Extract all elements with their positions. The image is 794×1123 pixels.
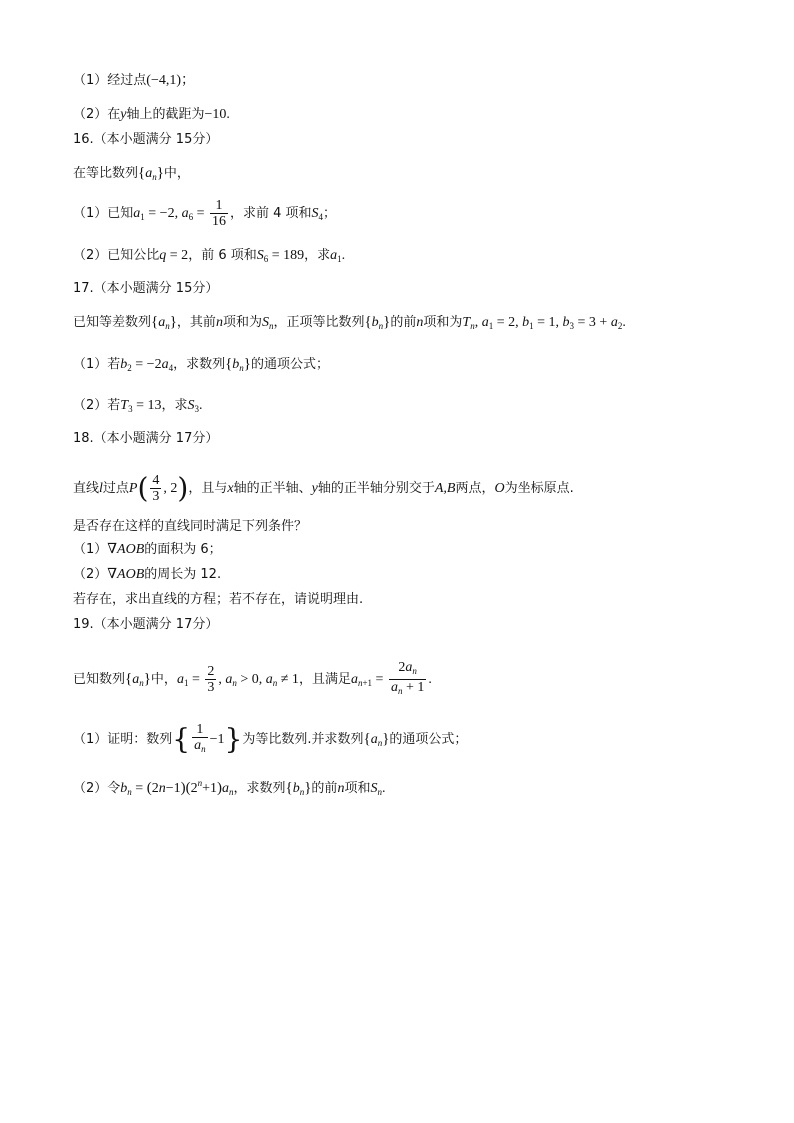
q17-part2: （2）若$T_3 = 13$，求$S_3$. <box>73 398 203 414</box>
text: ，求 <box>161 398 188 413</box>
text: （2）令 <box>73 781 121 796</box>
text: 已知等差数列 <box>73 315 152 330</box>
q15-part1 <box>73 73 195 89</box>
q17-title: 17.（本小题满分 15分） <box>73 281 219 296</box>
text: （2）已知公比 <box>73 248 160 263</box>
text: ，且与 <box>188 481 228 496</box>
text: 过点 <box>102 481 129 496</box>
fraction: $\frac{4}{3}$ <box>152 473 160 504</box>
math: n <box>337 781 345 796</box>
fraction: $\frac{2}{3}$ <box>207 664 215 695</box>
math: x <box>227 481 234 496</box>
math: −10. <box>204 107 230 122</box>
text: 轴的正半轴分别交于 <box>317 481 435 496</box>
fraction: $\frac{1}{a_n}$ <box>192 722 208 757</box>
text: 的周长为 12. <box>144 567 222 582</box>
q19-title: 19.（本小题满分 17分） <box>73 617 219 632</box>
q19-intro: 已知数列$\{a_n\}$中，$a_1$ = $\frac{2}{3}$ , $a_n > 0$, $a_n \ne 1$，且满足$a_{n+1}$ = $\frac{2a_n}{a_n + 1}$ . <box>73 660 432 699</box>
q19-part1: （1）证明：数列{ $\frac{1}{a_n}$ −1}为等比数列.并求数列$\{a_n\}$的通项公式； <box>73 722 468 756</box>
fraction: $\frac{2a_n}{a_n + 1}$ <box>389 660 426 699</box>
text: 中， <box>163 166 190 181</box>
text: 为等比数列.并求数列 <box>242 732 364 747</box>
text: 直线 <box>73 481 100 496</box>
text: ，其前 <box>176 315 216 330</box>
math: S <box>311 206 319 221</box>
q18-intro: 直线l过点P( $\frac{4}{3}$ , 2)，且与x轴的正半轴、y轴的正半轴分别交于A,B两点，O为坐标原点. <box>73 471 574 505</box>
text: 的面积为 6； <box>144 542 222 557</box>
q18-question: 是否存在这样的直线同时满足下列条件？ <box>73 519 308 534</box>
math: O <box>494 481 505 496</box>
text: 轴上的截距为 <box>126 107 205 122</box>
q16-intro: 在等比数列$\{a_n\}$中， <box>73 165 190 182</box>
text: 项和为 <box>423 315 463 330</box>
q18-title: 18.（本小题满分 17分） <box>73 431 219 446</box>
math: y <box>311 481 318 496</box>
math: P <box>128 481 138 496</box>
text: 项和 <box>344 781 371 796</box>
text: 为坐标原点. <box>504 481 574 496</box>
q16-title: 16.（本小题满分 15分） <box>73 132 219 147</box>
text: ，求数列 <box>233 781 286 796</box>
text: ，求数列 <box>173 357 226 372</box>
text: （1）经过点 <box>73 73 147 88</box>
text: 的通项公式； <box>389 732 468 747</box>
q18-condition1 <box>73 542 222 558</box>
text: （1）证明：数列 <box>73 732 173 747</box>
text: ，前 6 项和 <box>188 248 257 263</box>
text: ，求 <box>304 248 331 263</box>
q15-part2 <box>73 107 230 123</box>
text: 项和为 <box>222 315 262 330</box>
math: ∇AOB <box>107 567 145 582</box>
text: 的通项公式； <box>251 357 330 372</box>
text: 中， <box>150 672 177 687</box>
fraction: $\frac{1}{16}$ <box>211 198 226 229</box>
math: ∇AOB <box>107 542 145 557</box>
text: （1）若 <box>73 357 121 372</box>
q18-end: 若存在，求出直线的方程；若不存在，请说明理由. <box>73 592 364 607</box>
q19-part2: （2）令$b_n = (2n-1)(2^n+1)a_n$，求数列$\{b_n\}$的前n项和$S_n$. <box>73 778 386 797</box>
q16-part1: （1）已知$a_1 = -2$, $a_6$ = $\frac{1}{16}$ ，求前 4 项和$S_4$； <box>73 198 337 229</box>
text: 已知数列 <box>73 672 126 687</box>
text: （2）在 <box>73 107 121 122</box>
math: (−4,1)； <box>146 73 196 88</box>
text: 轴的正半轴、 <box>233 481 312 496</box>
math: y <box>120 107 127 122</box>
q17-part1: （1）若$b_2 = -2a_4$，求数列$\{b_n\}$的通项公式； <box>73 356 330 373</box>
text: （2） <box>73 567 108 582</box>
math: l <box>99 481 103 496</box>
text: （1）已知 <box>73 206 134 221</box>
text: ，且满足 <box>298 672 351 687</box>
text: ，正项等比数列 <box>273 315 365 330</box>
text: （1） <box>73 542 108 557</box>
q17-intro: 已知等差数列$\{a_n\}$，其前n项和为$S_n$，正项等比数列$\{b_n\}$的前n项和为$T_n$, $a_1 = 2$, $b_1 = 1$, $b_3 = 3 + a_2$. <box>73 314 626 331</box>
text: 在等比数列 <box>73 166 139 181</box>
text: 的前 <box>311 781 338 796</box>
text: 的前 <box>390 315 417 330</box>
text: ； <box>323 206 337 221</box>
math: A,B <box>434 481 456 496</box>
text: （2）若 <box>73 398 121 413</box>
q18-condition2 <box>73 567 221 583</box>
q16-part2: （2）已知公比q = 2，前 6 项和$S_6 = 189$，求$a_1$. <box>73 248 346 264</box>
text: ，求前 4 项和 <box>229 206 312 221</box>
text: 两点， <box>455 481 495 496</box>
